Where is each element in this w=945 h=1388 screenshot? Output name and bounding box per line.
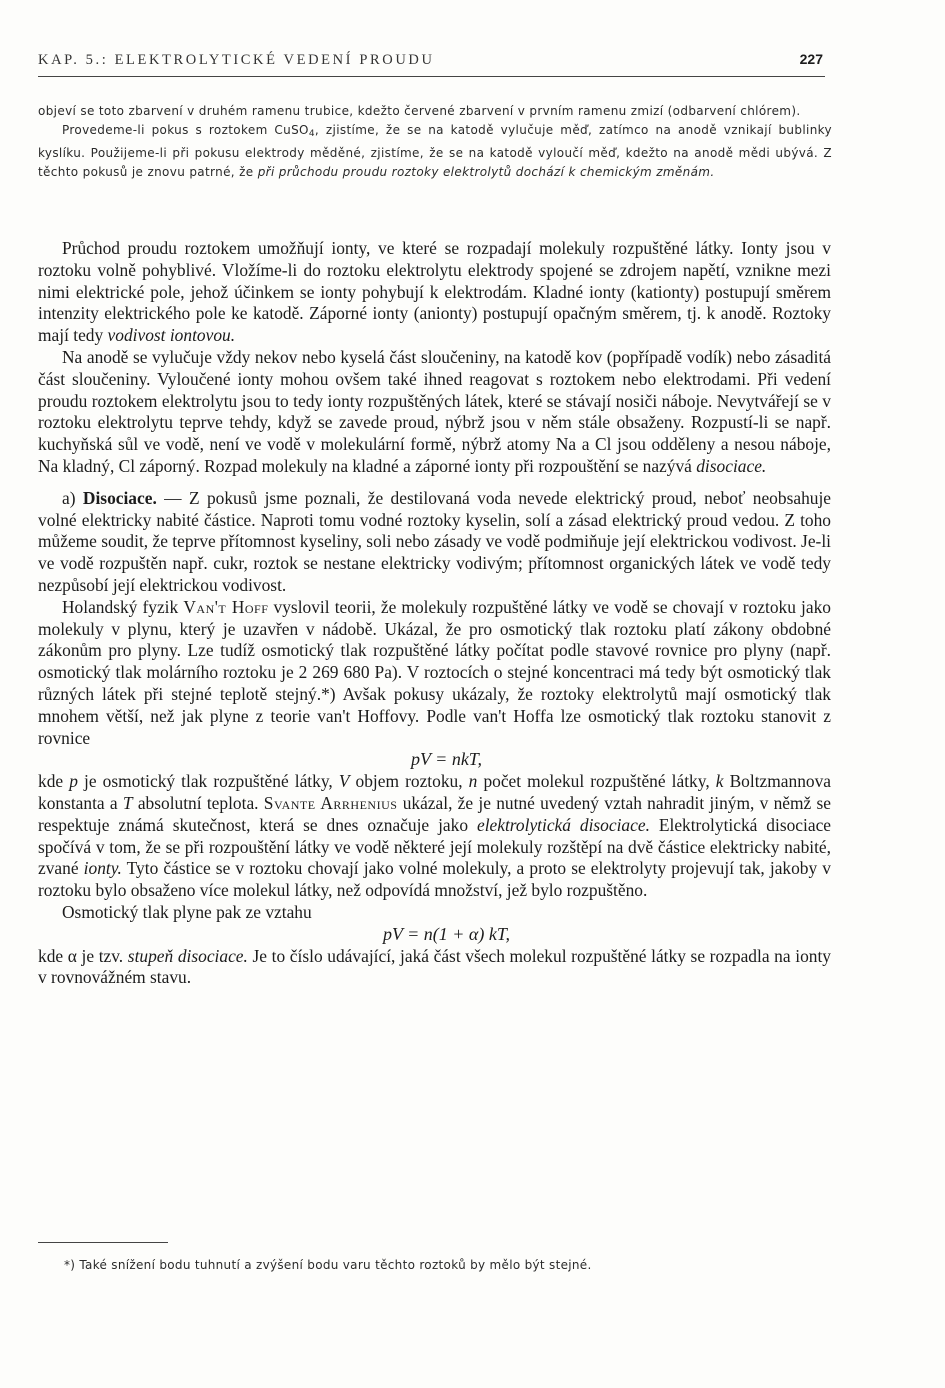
- footnote-divider: [38, 1242, 168, 1243]
- text: Na anodě se vylučuje vždy nekov nebo kyselá část sloučeniny, na katodě kov (popřípadě vodík) nebo zásaditá část sloučeniny. Vyloučené ionty mohou ovšem také ihned reagovat s roztokem nebo elektrodami. Při vedení proudu roztokem elektrolytu jsou to tedy ionty rozpuštěných látek, které se stávají nosiči náboje. Nevytvářejí se v roztoku elektrolytu teprve tehdy, když se zavede proud, nýbrž jsou v něm stále obsaženy. Rozpustí-li se např. kuchyňská sůl ve vodě, není ve vodě v molekulární formě, nýbrž atomy Na a Cl jsou odděleny a nesou náboje, Na kladný, Cl záporný. Rozpad molekuly na kladné a záporné ionty při rozpouštění se nazývá: [38, 346, 831, 476]
- variable: n: [468, 771, 478, 792]
- subscript: 4: [308, 129, 315, 139]
- person-name: Svante Arrhenius: [263, 792, 398, 813]
- small-paragraph-2: [38, 121, 832, 182]
- text: Boltzmannova konstanta a: [38, 771, 832, 813]
- running-head: KAP. 5.: ELEKTROLYTICKÉ VEDENÍ PROUDU: [38, 52, 435, 68]
- text: absolutní teplota.: [132, 792, 264, 813]
- text: počet molekul rozpuštěné látky,: [477, 771, 716, 792]
- text: Elektrolytická disociace spočívá v tom, že se při rozpouštění látky ve vodě některé její molekuly rozštěpí na dvě částice elektricky nabité, zvané: [38, 814, 832, 879]
- variable: k: [715, 771, 724, 792]
- paragraph-2: [38, 347, 831, 478]
- variable: p: [69, 771, 78, 792]
- emphasis: při průchodu proudu roztoky elektrolytů dochází k chemickým změnám.: [257, 165, 715, 179]
- text: Holandský fyzik: [62, 596, 184, 617]
- page-header: [38, 52, 825, 77]
- small-text: objeví se toto zbarvení v druhém ramenu trubice, kdežto červené zbarvení v prvním ramenu zmizí (odbarvení chlórem).: [38, 104, 801, 118]
- text: Je to číslo udávající, jaká část všech molekul rozpuštěné látky se rozpadla na ionty v rovnovážném stavu.: [38, 945, 831, 988]
- text: a): [62, 487, 83, 508]
- paragraph-5: [38, 771, 831, 902]
- small-print-block: [38, 102, 832, 182]
- page-number: 227: [799, 51, 823, 67]
- paragraph-6: Osmotický tlak plyne pak ze vztahu: [62, 901, 312, 922]
- paragraph-3: [38, 488, 831, 597]
- text: Průchod proudu roztokem umožňují ionty, ve které se rozpadají molekuly rozpuštěné látky. Ionty jsou v roztoku volně pohyblivé. Vložíme-li do roztoku elektrolytu elektrody spojené se zdrojem napětí, vznikne mezi nimi elektrické pole, jehož účinkem se ionty pohybují k elektrodám. Kladné ionty (kationty) postupují směrem intenzity elektrického pole ke katodě. Záporné ionty (anionty) postupují opačným směrem, tj. k anodě. Roztoky mají tedy: [38, 238, 831, 346]
- text: ukázal, že je nutné uvedený vztah nahradit jiným, v němž se respektuje známá skutečnost, která se dnes označuje jako: [38, 792, 831, 835]
- variable: T: [122, 792, 133, 813]
- text: Tyto částice se v roztoku chovají jako volné molekuly, a proto se elektrolyty projevují tak, jakoby v roztoku bylo obsaženo více molekul látky, než odpovídá množství, jež bylo rozpuštěno.: [38, 858, 831, 901]
- emphasis: ionty.: [83, 858, 122, 879]
- small-text: Provedeme-li pokus s roztokem CuSO: [62, 123, 309, 137]
- text: objem roztoku,: [349, 771, 469, 792]
- text: kde: [38, 771, 70, 792]
- paragraph-4: [38, 597, 831, 750]
- small-text: , zjistíme, že se na katodě vylučuje měď, zatímco na anodě vznikají bublinky kyslíku. Použijeme-li při pokusu elektrody měděné, zjistíme, že se na katodě vyloučí měď, kdežto na anodě mědi ubývá. Z těchto pokusů je znovu patrné, že: [38, 123, 832, 179]
- emphasis: elektrolytická disociace.: [476, 814, 650, 835]
- text: vyslovil teorii, že molekuly rozpuštěné látky ve vodě se chovají v roztoku jako molekuly v plynu, který je uzavřen v nádobě. Ukázal, že pro osmotický tlak roztoku platí zákony obdobné zákonům pro plyny. Lze tudíž osmotický tlak rozpuštěné látky počítat podle stavové rovnice pro plyny (např. osmotický tlak molárního roztoku je 2 269 680 Pa). V roztocích o stejné koncentraci má tedy být osmotický tlak různých látek při stejné teplotě stejný.*) Avšak pokusy ukázaly, že roztoky elektrolytů mají osmotický tlak mnohem větší, než jak plyne z teorie van't Hoffovy. Podle van't Hoffa lze osmotický tlak roztoku stanovit z rovnice: [38, 596, 831, 748]
- section-heading: Disociace.: [82, 487, 157, 508]
- equation-1: pV = nkT,: [411, 749, 482, 770]
- text: — Z pokusů jsme poznali, že destilovaná voda nevede elektrický proud, neboť neobsahuje volné elektricky nabité částice. Naproti tomu vodné roztoky kyselin, solí a zásad elektrický proud vedou. Z toho můžeme soudit, že teprve přítomnost kyseliny, soli nebo zásady ve vodě podmiňuje její elektrickou vodivost. Je-li ve vodě rozpuštěn např. cukr, roztok se nestane elektricky vodivým; přítomnost organických látek ve vodě tedy nezpůsobí její elektrickou vodivost.: [38, 487, 832, 595]
- emphasis: stupeň disociace.: [127, 945, 248, 966]
- main-text: [38, 238, 831, 989]
- text: je osmotický tlak rozpuštěné látky,: [77, 771, 339, 792]
- equation-2: pV = n(1 + α) kT,: [382, 923, 511, 944]
- person-name: Van't Hoff: [183, 596, 269, 617]
- emphasis: vodivost iontovou.: [107, 325, 236, 346]
- variable: V: [338, 771, 350, 792]
- paragraph-1: [38, 238, 831, 347]
- paragraph-7: [38, 946, 831, 990]
- small-paragraph-1: [38, 102, 832, 121]
- emphasis: disociace.: [696, 455, 767, 476]
- text: kde α je tzv.: [38, 945, 128, 966]
- footnote: *) Také snížení bodu tuhnutí a zvýšení bodu varu těchto roztoků by mělo být stejné.: [64, 1258, 592, 1272]
